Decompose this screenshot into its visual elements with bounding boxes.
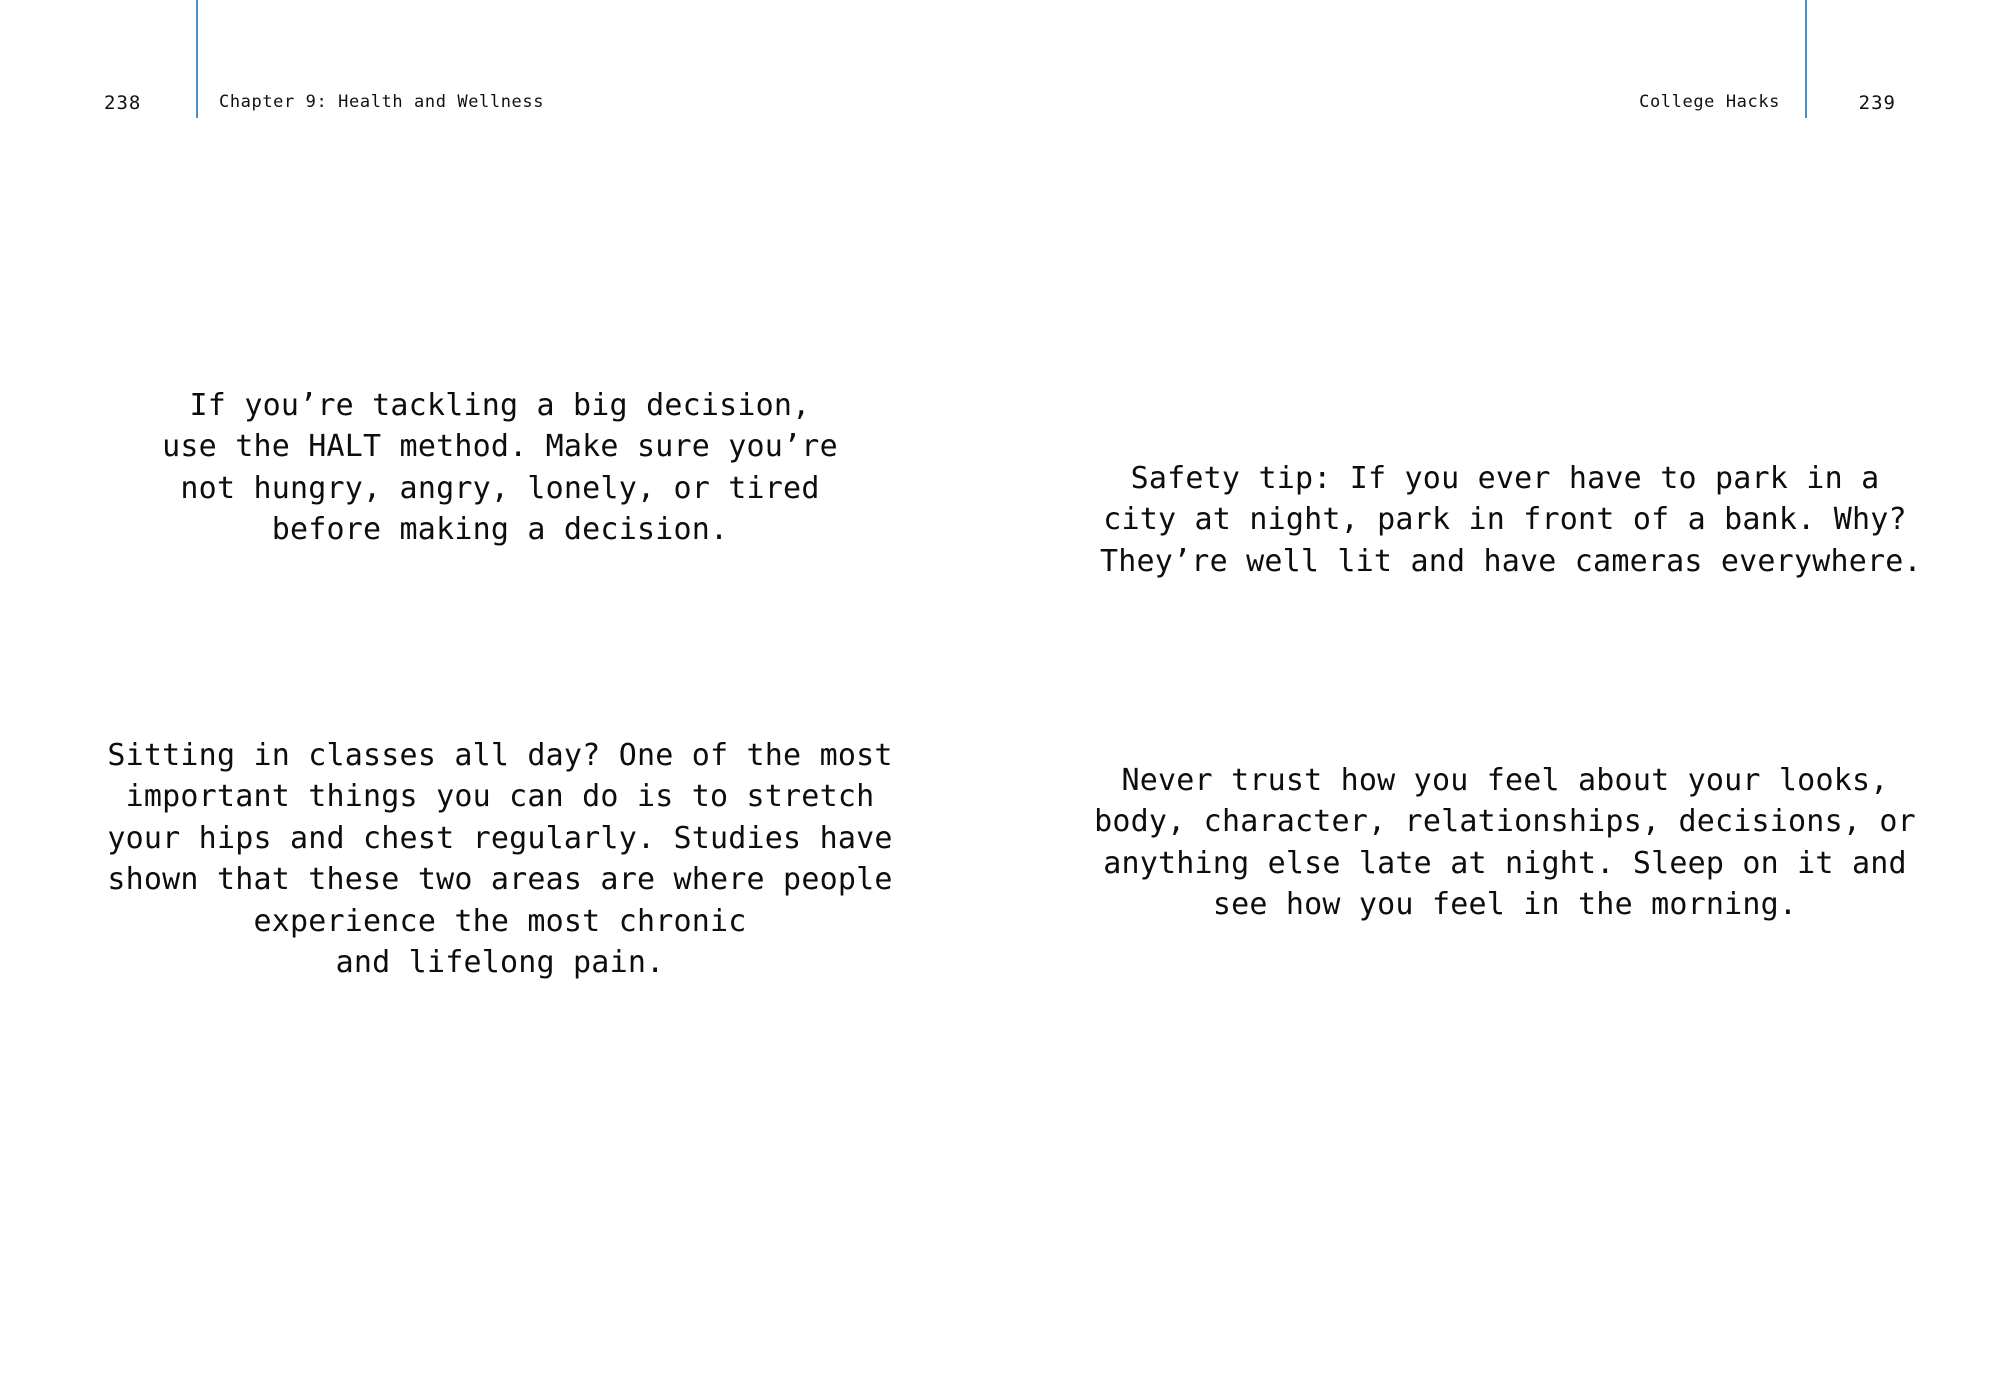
tip-line: Never trust how you feel about your looks, (1121, 763, 1889, 798)
tip-line: experience the most chronic (253, 903, 747, 939)
page-right (1000, 0, 2000, 1377)
parking-safety-tip (1100, 458, 1922, 582)
tip-line: anything else late at night. Sleep on it and (1103, 845, 1907, 881)
folio-right: 239 (1858, 92, 1896, 114)
tip-line: before making a decision. (271, 512, 729, 548)
tip-line: use the HALT method. Make sure you’re (162, 429, 838, 465)
tip-line: If you’re tackling a big decision, (189, 388, 811, 423)
running-head-chapter: Chapter 9: Health and Wellness (219, 92, 545, 112)
late-night-feelings-tip (1090, 760, 1920, 926)
tip-line: and lifelong pain. (335, 944, 665, 980)
tip-line: shown that these two areas are where people (107, 862, 893, 898)
tip-line: Sitting in classes all day? One of the most (107, 738, 893, 773)
tip-line: important things you can do is to stretch (125, 779, 875, 815)
tip-line: city at night, park in front of a bank. Why? (1103, 502, 1907, 538)
tip-line: They’re well lit and have cameras everywhere. (1100, 543, 1922, 579)
tip-line: see how you feel in the morning. (1212, 887, 1798, 923)
running-head-book-title: College Hacks (1639, 92, 1780, 112)
tip-line: Safety tip: If you ever have to park in a (1130, 461, 1880, 496)
tip-line: your hips and chest regularly. Studies have (107, 820, 893, 856)
tip-line: body, character, relationships, decisions, or (1094, 804, 1916, 840)
folio-left: 238 (104, 92, 142, 114)
tip-line: not hungry, angry, lonely, or tired (180, 470, 820, 506)
halt-method-tip (110, 385, 890, 551)
stretching-tip (90, 735, 910, 983)
